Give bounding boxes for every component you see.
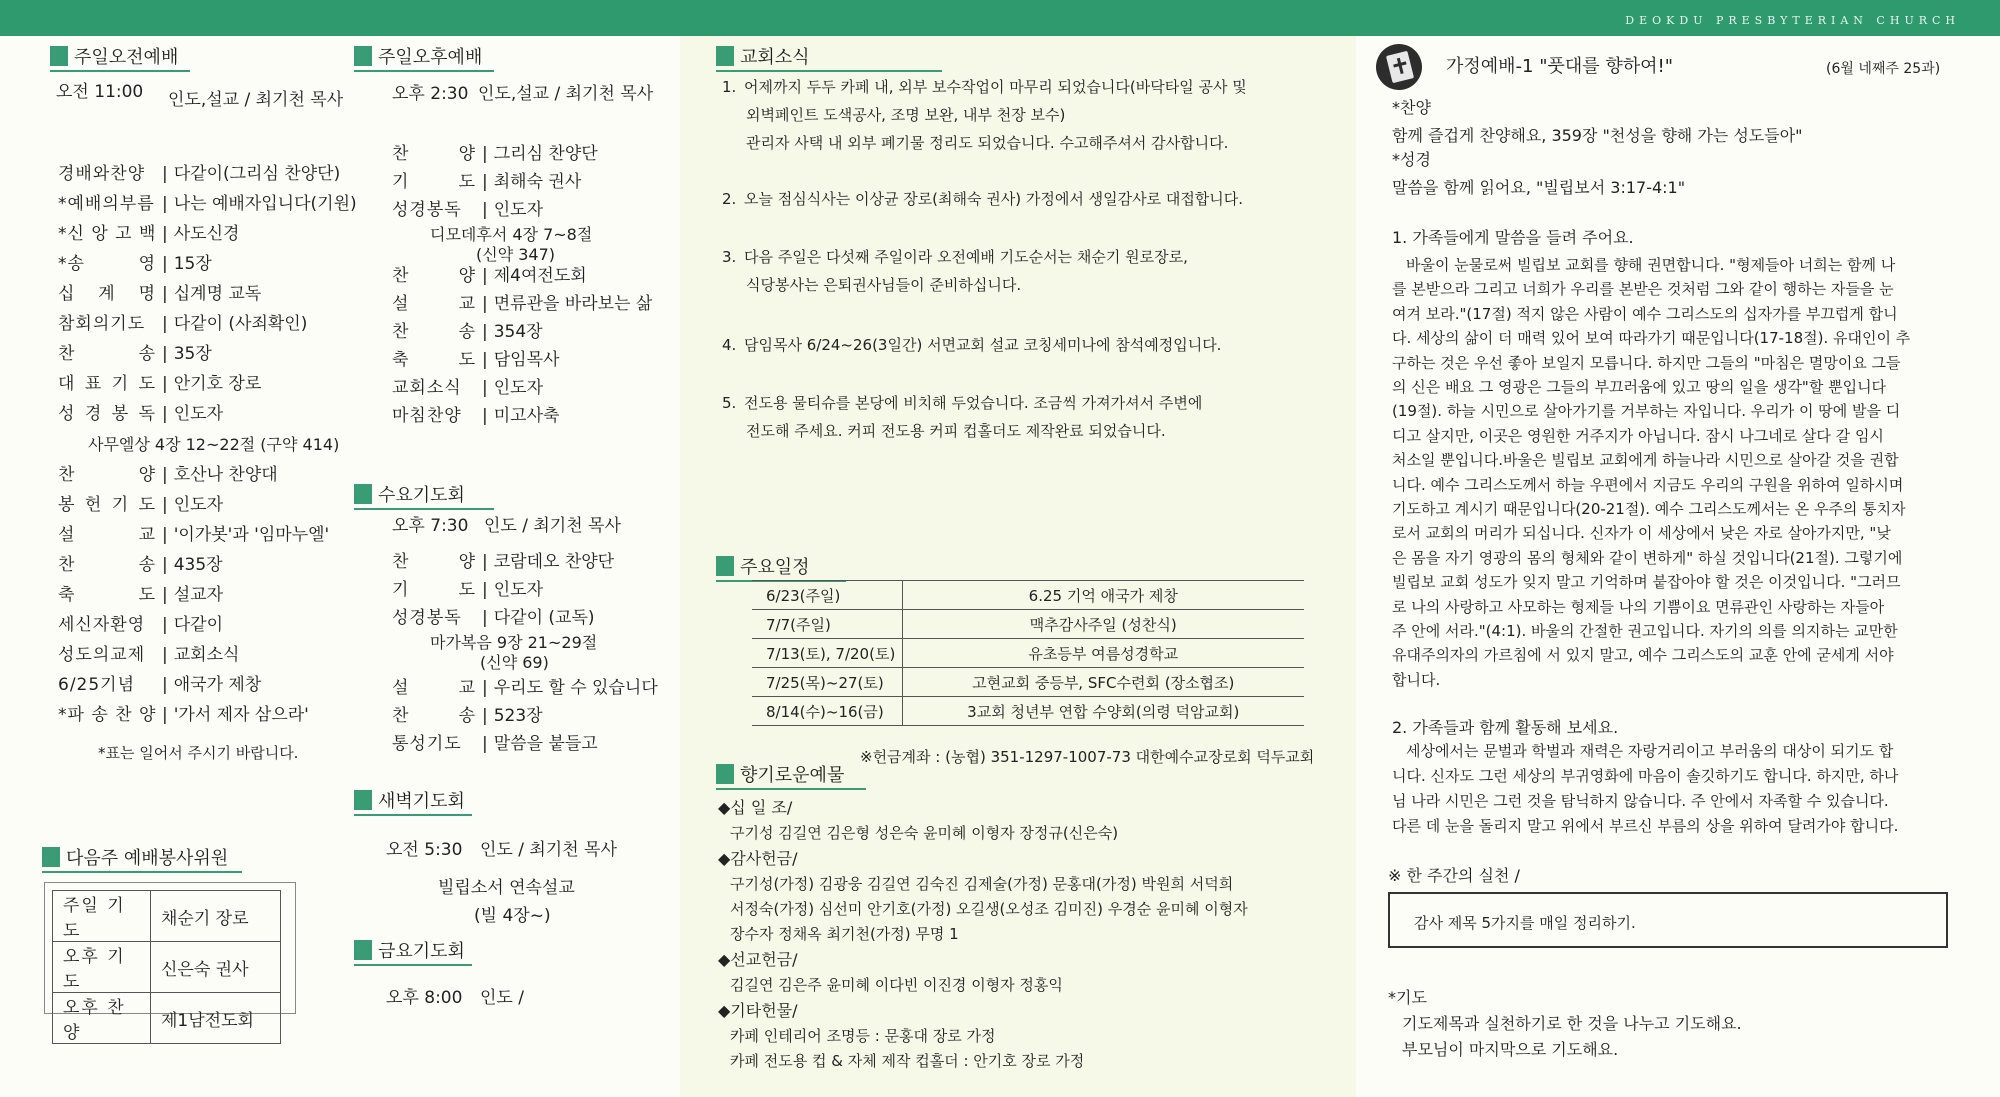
separator: | — [482, 678, 488, 698]
order-label: *예배의부름 — [58, 194, 155, 214]
body-line: 니다. 예수 그리스도께서 하늘 우편에서 지금도 우리의 구원을 위하여 일하시며 — [1392, 475, 1904, 494]
section-marker-icon — [716, 556, 734, 576]
separator: | — [482, 200, 488, 220]
order-label: 마침찬양 — [392, 406, 462, 426]
order-row — [392, 408, 559, 425]
order-value: 코람데오 찬양단 — [493, 552, 615, 572]
separator: | — [482, 266, 488, 286]
order-label: 봉 헌 기 도 — [58, 495, 156, 515]
separator: | — [162, 675, 168, 695]
table-row: 7/7(주일) 맥추감사주일 (성찬식) — [752, 610, 1304, 639]
order-row — [392, 582, 543, 599]
order-row — [58, 166, 340, 183]
order-value: 523장 — [493, 706, 543, 726]
table-row: 8/14(수)~16(금) 3교회 청년부 연합 수양회(의령 덕암교회) — [752, 697, 1304, 726]
schedule-table — [752, 580, 1304, 726]
schedule-title: 주요일정 — [716, 552, 810, 580]
offering-group-heading: ◆선교헌금/ — [718, 950, 798, 969]
separator: | — [162, 374, 168, 394]
dawn-prayer-title: 새벽기도회 — [354, 786, 465, 814]
order-label: 찬 양 — [392, 144, 476, 164]
pm-scripture-ref: (신약 347) — [476, 245, 556, 264]
order-label: *신 앙 고 백 — [58, 224, 157, 244]
duty-title: 다음주 예배봉사위원 — [42, 843, 228, 871]
order-label: 설 교 — [392, 294, 476, 314]
body-line: 처소일 뿐입니다.바울은 빌립보 교회에게 하늘나라 시민으로 살아갈 것을 권합 — [1392, 451, 1899, 470]
pm-scripture: 디모데후서 4장 7~8절 — [430, 225, 593, 244]
order-value: 담임목사 — [493, 350, 560, 370]
order-row — [392, 202, 543, 219]
offering-names: 구기성(가정) 김광웅 김길연 김숙진 김제술(가정) 문홍대(가정) 박원희 서덕희 — [730, 875, 1234, 893]
hymn-line: 함께 즐겁게 찬양해요, 359장 "천성을 향해 가는 성도들아" — [1392, 126, 1803, 145]
section-marker-icon — [354, 46, 372, 66]
order-row — [58, 256, 212, 273]
pm-time: 오후 2:30 — [392, 84, 469, 104]
separator: | — [162, 495, 168, 515]
bible-line: 말씀을 함께 읽어요, "빌립보서 3:17-4:1" — [1392, 178, 1686, 197]
order-value: 인도자 — [173, 404, 224, 424]
prayer-line-1: 기도제목과 실천하기로 한 것을 나누고 기도해요. — [1402, 1014, 1742, 1033]
order-label: 축 도 — [58, 585, 156, 605]
separator: | — [162, 164, 168, 184]
order-value: 35장 — [173, 344, 212, 364]
practice-text: 감사 제목 5가지를 매일 정리하기. — [1414, 914, 1636, 932]
body-line: 다. 세상의 삶이 더 매력 있어 보여 따라가기 때문입니다(17-18절). 유대인이 추 — [1392, 329, 1911, 348]
body-line: 주 안에 서라."(4:1). 바울의 간절한 권고입니다. 자기의 의를 의지하는 교만한 — [1392, 622, 1898, 640]
order-row — [392, 146, 598, 163]
separator: | — [162, 254, 168, 274]
order-row — [58, 677, 261, 694]
separator: | — [162, 555, 168, 575]
order-row — [58, 286, 261, 303]
separator: | — [482, 734, 488, 754]
order-label: 성경봉독 — [392, 608, 462, 628]
separator: | — [162, 615, 168, 635]
family-worship-title: 가정예배-1 "풋대를 향하여!" — [1446, 56, 1674, 77]
separator: | — [482, 322, 488, 342]
order-row — [58, 497, 223, 514]
order-value: 말씀을 붙들고 — [493, 734, 598, 754]
separator: | — [162, 525, 168, 545]
order-label: 찬 송 — [392, 322, 476, 342]
table-row: 주일 기도 채순기 장로 — [53, 891, 281, 942]
bible-heading: *성경 — [1392, 150, 1431, 169]
order-value: 사도신경 — [173, 224, 240, 244]
order-value: 인도자 — [493, 200, 544, 220]
offering-group-heading: ◆기타헌물/ — [718, 1001, 798, 1020]
order-label: 통성기도 — [392, 734, 462, 754]
order-label: 6/25기념 — [58, 675, 136, 695]
table-row: 오후 기도 신은숙 권사 — [53, 942, 281, 993]
order-value: 인도자 — [493, 378, 544, 398]
order-label: 경배와찬양 — [58, 164, 146, 184]
order-row — [58, 316, 307, 333]
table-row: 7/13(토), 7/20(토) 유초등부 여름성경학교 — [752, 639, 1304, 668]
body-line: 로 나의 사랑하고 사모하는 형제들 나의 기쁨이요 면류관인 사랑하는 자들아 — [1392, 597, 1885, 616]
am-worship-title: 주일오전예배 — [50, 42, 178, 70]
separator: | — [482, 706, 488, 726]
order-row — [58, 557, 223, 574]
separator: | — [482, 580, 488, 600]
order-row — [392, 554, 614, 571]
order-value: 나는 예배자입니다(기원) — [173, 194, 357, 214]
order-row — [58, 617, 223, 634]
separator: | — [482, 552, 488, 572]
offering-group-heading: ◆감사헌금/ — [718, 849, 798, 868]
body-line: 를 본받으라 그리고 너희가 우리를 본받은 것처럼 그와 같이 행하는 자들을 눈 — [1392, 280, 1894, 299]
section-marker-icon — [42, 847, 60, 867]
order-label: 설 교 — [58, 525, 156, 545]
order-value: 다같이 (사죄확인) — [173, 314, 308, 334]
family-worship-week: (6월 네째주 25과) — [1826, 61, 1941, 77]
separator: | — [482, 608, 488, 628]
news-line: 다음 주일은 다섯째 주일이라 오전예배 기도순서는 채순기 원로장로, — [744, 248, 1188, 266]
separator: | — [162, 404, 168, 424]
separator: | — [162, 585, 168, 605]
separator: | — [482, 378, 488, 398]
body-line: 구하는 것은 우선 좋아 보일지 모릅니다. 하지만 그들의 "마침은 멸망이요 그들 — [1392, 353, 1901, 372]
fri-prayer-title: 금요기도회 — [354, 936, 465, 964]
news-line: 어제까지 두두 카페 내, 외부 보수작업이 마무리 되었습니다(바닥타일 공사 및 — [744, 78, 1247, 96]
order-value: 호산나 찬양대 — [173, 465, 278, 485]
news-line: 전도해 주세요. 커피 전도용 커피 컵홀더도 제작완료 되었습니다. — [746, 422, 1166, 440]
order-row — [58, 346, 212, 363]
bible-icon — [1376, 44, 1422, 90]
body-line: 기도하고 계시기 때문입니다(20-21절). 예수 그리스도께서는 온 우주의 통치자 — [1392, 500, 1906, 518]
pm-worship-title: 주일오후예배 — [354, 42, 482, 70]
separator: | — [482, 294, 488, 314]
order-value: 다같이 (교독) — [493, 608, 595, 628]
table-row: 오후 찬양 제1남전도회 — [53, 993, 281, 1044]
order-value: 제4여전도회 — [493, 266, 587, 286]
order-label: 기 도 — [392, 580, 476, 600]
order-label: 찬 송 — [58, 344, 156, 364]
table-row: 6/23(주일) 6.25 기억 애국가 제창 — [752, 581, 1304, 610]
news-number: 4. — [722, 336, 737, 354]
fri-leader: 인도 / — [480, 988, 524, 1008]
news-line: 담임목사 6/24~26(3일간) 서면교회 설교 코칭세미나에 참석예정입니다. — [744, 336, 1222, 354]
order-row — [58, 467, 278, 484]
order-row — [392, 708, 543, 725]
order-label: 찬 양 — [392, 266, 476, 286]
order-value: 인도자 — [493, 580, 544, 600]
section-1-title: 1. 가족들에게 말씀을 들려 주어요. — [1392, 228, 1634, 247]
order-value: '이가봇'과 '임마누엘' — [173, 525, 330, 545]
news-line: 전도용 물티슈를 본당에 비치해 두었습니다. 조금씩 가져가셔서 주변에 — [744, 394, 1203, 412]
order-value: 우리도 할 수 있습니다 — [493, 678, 658, 698]
order-row — [392, 736, 598, 753]
offering-names: 장수자 정채옥 최기천(가정) 무명 1 — [730, 925, 959, 943]
body-line: 디고 살지만, 이곳은 영원한 거주지가 아닙니다. 잠시 나그네로 살다 갈 임시 — [1392, 426, 1884, 445]
body-line: 은 몸을 자기 영광의 몸의 형체와 같이 변하게" 하실 것입니다(21절). 그렇기에 — [1392, 548, 1903, 567]
order-label: 성 경 봉 독 — [58, 404, 156, 424]
separator: | — [482, 172, 488, 192]
order-row — [392, 174, 581, 191]
duty-table — [52, 890, 281, 1044]
order-row — [58, 226, 239, 243]
order-label: 참회의기도 — [58, 314, 146, 334]
order-value: 다같이 — [173, 615, 224, 635]
order-row — [58, 587, 223, 604]
offering-names: 서정숙(가정) 심선미 안기호(가정) 오길생(오성조 김미진) 우경순 윤미혜 이형자 — [730, 900, 1248, 918]
order-row — [392, 352, 559, 369]
news-line: 오늘 점심식사는 이상균 장로(최해숙 권사) 가정에서 생일감사로 대접합니다. — [744, 190, 1244, 208]
order-value: 안기호 장로 — [173, 374, 262, 394]
section-marker-icon — [354, 790, 372, 810]
order-row — [58, 707, 309, 724]
order-value: 설교자 — [173, 585, 224, 605]
am-leader: 인도,설교 / 최기천 목사 — [168, 90, 344, 110]
body-line: 니다. 신자도 그런 세상의 부귀영화에 마음이 솔깃하기도 합니다. 하지만, 하나 — [1392, 767, 1899, 785]
order-row — [58, 376, 261, 393]
separator: | — [482, 350, 488, 370]
order-row — [392, 610, 595, 627]
order-value: 십계명 교독 — [173, 284, 262, 304]
wed-time: 오후 7:30 — [392, 516, 469, 536]
offering-title: 향기로운예물 — [716, 760, 844, 788]
order-value: 최해숙 권사 — [493, 172, 582, 192]
church-name: DEOKDU PRESBYTERIAN CHURCH — [1625, 14, 1960, 27]
separator: | — [162, 705, 168, 725]
body-line: (19절). 하늘 시민으로 살아가기를 거부하는 자입니다. 우리가 이 땅에 발을 디 — [1392, 402, 1901, 421]
prayer-heading: *기도 — [1388, 988, 1427, 1007]
order-row — [58, 647, 239, 664]
separator: | — [162, 284, 168, 304]
prayer-line-2: 부모님이 마지막으로 기도해요. — [1402, 1040, 1619, 1059]
dawn-series-ref: (빌 4장~) — [474, 906, 551, 926]
practice-box — [1388, 892, 1948, 948]
order-label: 찬 양 — [392, 552, 476, 572]
offering-names: 카페 전도용 컵 & 자체 제작 컵홀더 : 안기호 장로 가정 — [730, 1052, 1085, 1070]
order-value: 354장 — [493, 322, 543, 342]
standing-note: *표는 일어서 주시기 바랍니다. — [98, 744, 299, 762]
dawn-series: 빌립소서 연속설교 — [438, 878, 575, 898]
order-label: *송 영 — [58, 254, 156, 274]
body-line: 로서 교회의 머리가 되십니다. 신자가 이 세상에서 낮은 자로 살아가지만, "낮 — [1392, 524, 1891, 543]
section-marker-icon — [50, 46, 68, 66]
order-label: 찬 송 — [392, 706, 476, 726]
order-label: 기 도 — [392, 172, 476, 192]
pm-leader: 인도,설교 / 최기천 목사 — [478, 84, 654, 104]
news-number: 3. — [722, 248, 737, 266]
order-label: 교회소식 — [392, 378, 462, 398]
wed-leader: 인도 / 최기천 목사 — [484, 516, 621, 536]
body-line: 바울이 눈물로써 빌립보 교회를 향해 권면합니다. "형제들아 너희는 함께 나 — [1406, 256, 1896, 274]
separator: | — [162, 465, 168, 485]
news-line: 관리자 사택 내 외부 폐기물 정리도 되었습니다. 수고해주셔서 감사합니다. — [746, 134, 1229, 152]
order-value: '가서 제자 삼으라' — [173, 705, 309, 725]
order-label: 십 계 명 — [58, 284, 156, 304]
order-value: 인도자 — [173, 495, 224, 515]
dawn-time: 오전 5:30 — [386, 840, 463, 860]
order-label: 대 표 기 도 — [58, 374, 156, 394]
header-bar — [0, 0, 2000, 36]
wed-scripture-ref: (신약 69) — [480, 653, 549, 672]
body-line: 다른 데 눈을 돌리지 말고 위에서 부르신 부름의 상을 위하여 달려가야 합니다. — [1392, 817, 1899, 835]
section-marker-icon — [716, 46, 734, 66]
order-row — [58, 406, 223, 423]
news-number: 5. — [722, 394, 737, 412]
order-label: 성도의교제 — [58, 645, 146, 665]
order-value: 그리심 찬양단 — [493, 144, 598, 164]
separator: | — [162, 224, 168, 244]
news-title: 교회소식 — [716, 42, 810, 70]
order-row — [58, 527, 329, 544]
order-row — [392, 324, 543, 341]
order-label: 찬 송 — [58, 555, 156, 575]
body-line: 합니다. — [1392, 670, 1441, 689]
separator: | — [482, 406, 488, 426]
body-line: 빌립보 교회 성도가 잊지 말고 기억하며 붙잡아야 할 것은 이것입니다. "그러므 — [1392, 573, 1901, 592]
order-label: *파 송 찬 양 — [58, 705, 157, 725]
order-label: 성경봉독 — [392, 200, 462, 220]
section-2-title: 2. 가족들과 함께 활동해 보세요. — [1392, 718, 1619, 737]
am-time: 오전 11:00 — [56, 82, 144, 102]
offering-names: 카페 인테리어 조명등 : 문홍대 장로 가정 — [730, 1027, 996, 1045]
order-row — [392, 296, 652, 313]
news-number: 1. — [722, 78, 737, 96]
wed-prayer-title: 수요기도회 — [354, 480, 465, 508]
table-row: 7/25(목)~27(토) 고현교회 중등부, SFC수련회 (장소협조) — [752, 668, 1304, 697]
order-value: 15장 — [173, 254, 212, 274]
am-scripture: 사무엘상 4장 12~22절 (구약 414) — [88, 435, 340, 454]
body-line: 유대주의자의 가르침에 서 있지 말고, 예수 그리스도의 교훈 안에 굳세게 서야 — [1392, 646, 1894, 665]
order-label: 축 도 — [392, 350, 476, 370]
dawn-leader: 인도 / 최기천 목사 — [480, 840, 617, 860]
offering-group-heading: ◆십 일 조/ — [718, 798, 793, 817]
separator: | — [162, 194, 168, 214]
section-marker-icon — [716, 764, 734, 784]
order-value: 교회소식 — [173, 645, 240, 665]
offering-account: ※헌금계좌 : (농협) 351-1297-1007-73 대한예수교장로회 덕두교회 — [860, 748, 1315, 766]
news-line: 식당봉사는 은퇴권사님들이 준비하십니다. — [746, 276, 1022, 294]
separator: | — [162, 645, 168, 665]
offering-names: 구기성 김길연 김은형 성은숙 윤미혜 이형자 장정규(신은숙) — [730, 824, 1119, 842]
order-label: 설 교 — [392, 678, 476, 698]
section-marker-icon — [354, 484, 372, 504]
separator: | — [162, 344, 168, 364]
order-row — [392, 680, 658, 697]
separator: | — [482, 144, 488, 164]
practice-heading: ※ 한 주간의 실천 / — [1388, 866, 1520, 885]
order-value: 애국가 제창 — [173, 675, 262, 695]
order-row — [392, 268, 587, 285]
order-value: 면류관을 바라보는 삶 — [493, 294, 653, 314]
offering-names: 김길연 김은주 윤미혜 이다빈 이진경 이형자 정홍익 — [730, 976, 1063, 994]
body-line: 여겨 보라."(17절) 적지 않은 사람이 예수 그리스도의 십자가를 부끄럽게 합니 — [1392, 304, 1898, 323]
order-row — [392, 380, 543, 397]
order-row — [58, 196, 357, 213]
wed-scripture: 마가복음 9장 21~29절 — [430, 633, 598, 652]
hymn-heading: *찬양 — [1392, 98, 1431, 117]
order-label: 찬 양 — [58, 465, 156, 485]
order-value: 435장 — [173, 555, 223, 575]
news-line: 외벽페인트 도색공사, 조명 보완, 내부 천장 보수) — [746, 106, 1066, 124]
order-value: 미고사축 — [493, 406, 560, 426]
body-line: 의 신은 배요 그 영광은 그들의 부끄러움에 있고 땅의 일을 생각"할 뿐입니다 — [1392, 378, 1887, 396]
separator: | — [162, 314, 168, 334]
order-label: 세신자환영 — [58, 615, 146, 635]
section-marker-icon — [354, 940, 372, 960]
body-line: 님 나라 시민은 그런 것을 탐닉하지 않습니다. 주 안에서 자족할 수 있습니다. — [1392, 792, 1889, 810]
fri-time: 오후 8:00 — [386, 988, 463, 1008]
order-value: 다같이(그리심 찬양단) — [173, 164, 341, 184]
body-line: 세상에서는 문벌과 학벌과 재력은 자랑거리이고 부러움의 대상이 되기도 합 — [1406, 742, 1894, 760]
news-number: 2. — [722, 190, 737, 208]
